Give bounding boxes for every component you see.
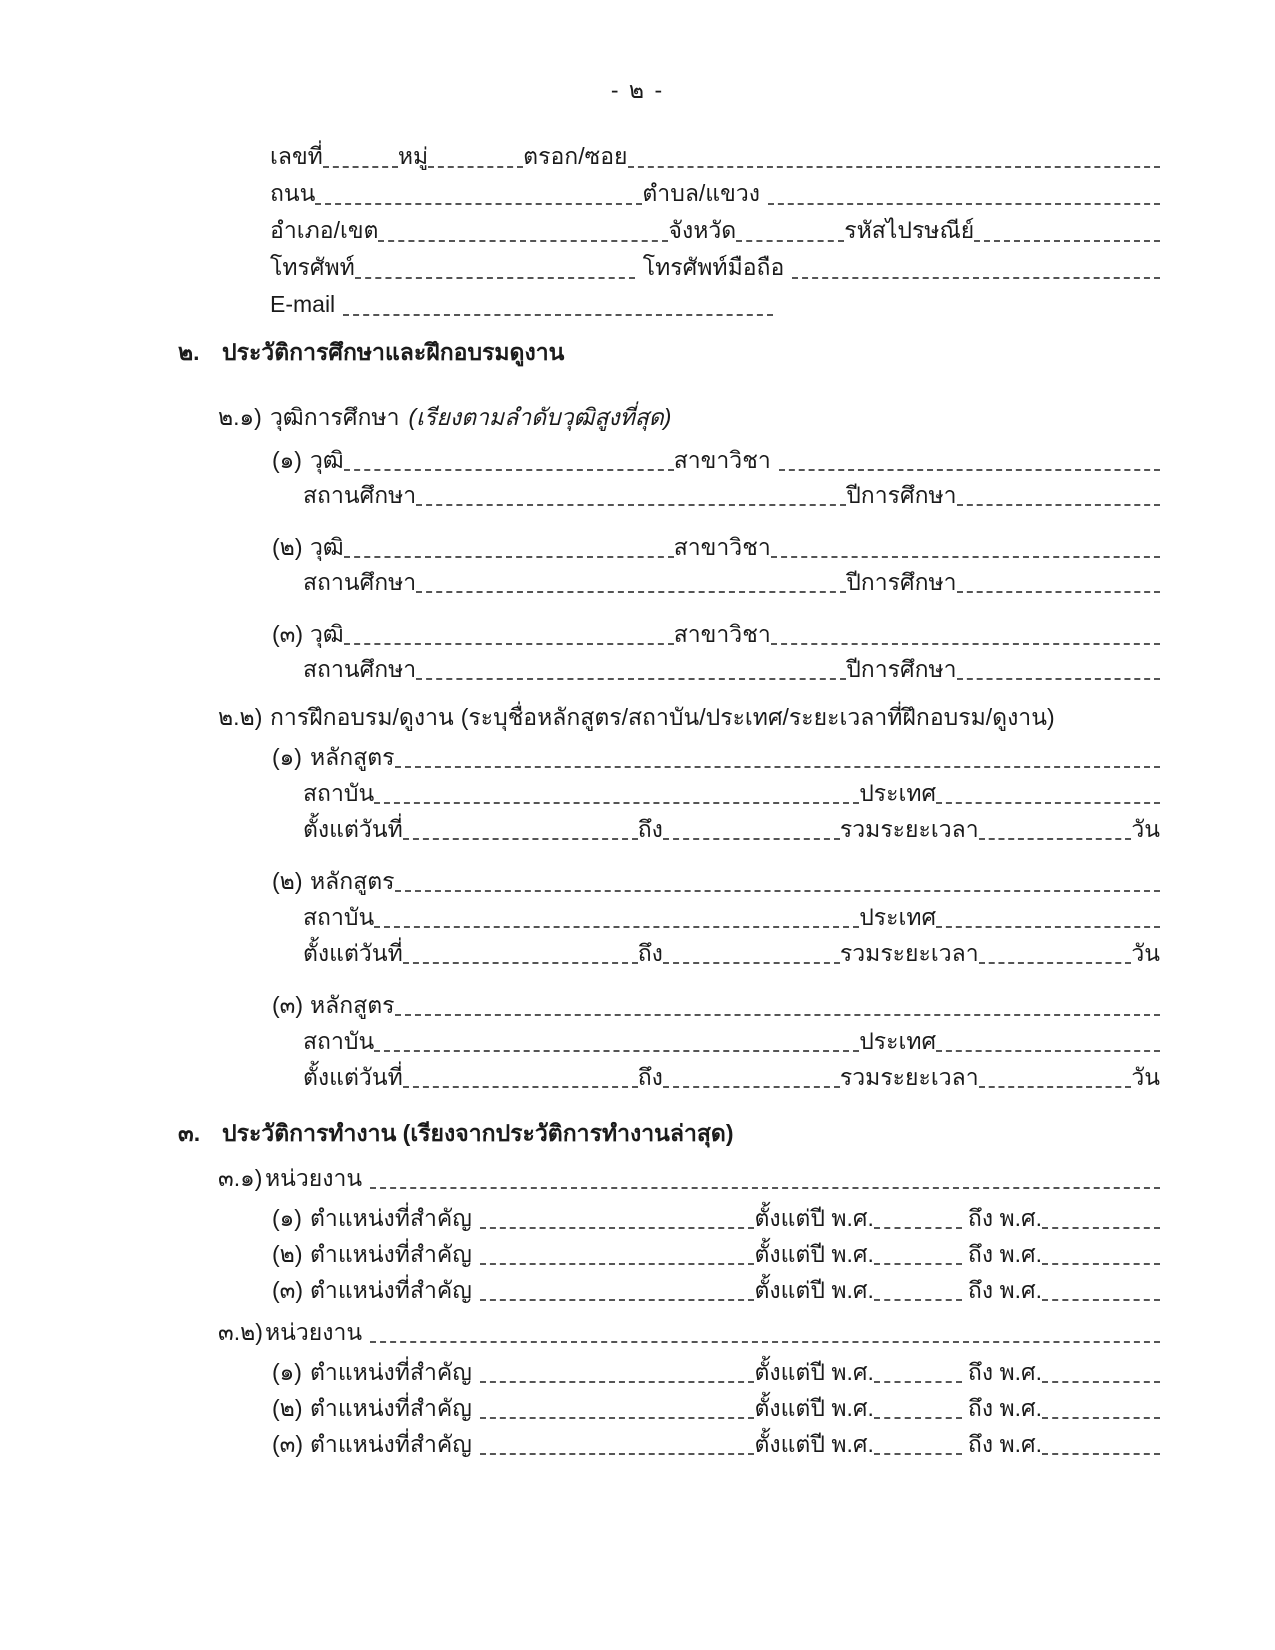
position-label: ตำแหน่งที่สำคัญ	[310, 1359, 472, 1385]
course-row	[272, 987, 1160, 1023]
moo-label: หมู่	[397, 143, 429, 169]
academic-year-label: ปีการศึกษา	[846, 482, 957, 508]
degree-label: วุฒิ	[310, 447, 344, 473]
from-year-label: ตั้งแต่ปี พ.ศ.	[754, 1395, 874, 1421]
house-no-label: เลขที่	[270, 143, 323, 169]
house-no-field[interactable]	[323, 166, 398, 168]
postal-code-field[interactable]	[974, 240, 1160, 242]
address-line-2	[270, 175, 1160, 212]
section-work-number: ๓.	[178, 1120, 201, 1146]
institute-field[interactable]	[374, 802, 859, 804]
training-entries	[272, 739, 1160, 1095]
course-field[interactable]	[395, 766, 1160, 768]
entry-ordinal: (๒)	[272, 868, 303, 894]
school-row	[272, 565, 1160, 600]
from-year-field[interactable]	[874, 1263, 962, 1265]
to-year-field[interactable]	[1042, 1417, 1160, 1419]
moo-field[interactable]	[428, 166, 523, 168]
position-field[interactable]	[480, 1299, 755, 1301]
spacer	[472, 1354, 480, 1390]
subsection-training-number: ๒.๒)	[218, 704, 263, 730]
degree-row	[272, 617, 1160, 652]
spacer	[472, 1272, 480, 1308]
institute-label: สถาบัน	[303, 780, 375, 806]
degree-row	[272, 443, 1160, 478]
position-row	[218, 1354, 1160, 1390]
position-field[interactable]	[480, 1381, 755, 1383]
institute-label: สถาบัน	[303, 1028, 375, 1054]
institute-field[interactable]	[374, 1050, 859, 1052]
from-date-label: ตั้งแต่วันที่	[303, 940, 403, 966]
country-field[interactable]	[936, 802, 1160, 804]
to-year-label: ถึง พ.ศ.	[967, 1205, 1042, 1231]
soi-label: ตรอก/ซอย	[523, 143, 628, 169]
road-label: ถนน	[270, 180, 316, 206]
spacer	[362, 1160, 370, 1196]
section-education-title: ประวัติการศึกษาและฝึกอบรมดูงาน	[222, 339, 565, 365]
degree-field[interactable]	[344, 556, 674, 558]
to-year-label: ถึง พ.ศ.	[967, 1241, 1042, 1267]
school-row	[272, 652, 1160, 687]
address-line-5	[270, 286, 1160, 323]
major-label: สาขาวิชา	[673, 534, 771, 560]
phone-field[interactable]	[355, 277, 635, 279]
institute-row	[272, 899, 1160, 935]
from-date-field[interactable]	[403, 838, 638, 840]
academic-year-label: ปีการศึกษา	[846, 569, 957, 595]
training-entry	[272, 739, 1160, 847]
total-duration-label: รวมระยะเวลา	[839, 816, 979, 842]
address-line-3	[270, 212, 1160, 249]
to-label: ถึง	[637, 1064, 663, 1090]
major-field[interactable]	[771, 643, 1160, 645]
duration-row	[272, 1059, 1160, 1095]
from-year-label: ตั้งแต่ปี พ.ศ.	[754, 1277, 874, 1303]
organization-field[interactable]	[370, 1341, 1160, 1343]
training-entry	[272, 987, 1160, 1095]
address-line-4	[270, 249, 1160, 286]
school-label: สถานศึกษา	[303, 656, 417, 682]
duration-row	[272, 935, 1160, 971]
duration-row	[272, 811, 1160, 847]
position-row	[218, 1390, 1160, 1426]
education-entry	[272, 617, 1160, 687]
to-year-field[interactable]	[1042, 1227, 1160, 1229]
country-field[interactable]	[936, 1050, 1160, 1052]
country-field[interactable]	[936, 926, 1160, 928]
course-label: หลักสูตร	[310, 744, 395, 770]
work-history	[218, 1160, 1160, 1462]
to-year-field[interactable]	[1042, 1453, 1160, 1455]
section-work-heading	[0, 1117, 1275, 1149]
to-date-field[interactable]	[663, 838, 840, 840]
to-label: ถึง	[637, 816, 663, 842]
school-field[interactable]	[416, 678, 846, 680]
training-entry	[272, 863, 1160, 971]
total-duration-field[interactable]	[979, 838, 1132, 840]
country-label: ประเทศ	[859, 904, 937, 930]
position-label: ตำแหน่งที่สำคัญ	[310, 1205, 472, 1231]
from-year-field[interactable]	[874, 1299, 962, 1301]
work-group-number: ๓.๑)	[218, 1165, 263, 1191]
institute-row	[272, 1023, 1160, 1059]
phone-label: โทรศัพท์	[270, 254, 355, 280]
spacer	[472, 1200, 480, 1236]
from-year-label: ตั้งแต่ปี พ.ศ.	[754, 1241, 874, 1267]
position-field[interactable]	[480, 1227, 755, 1229]
to-year-label: ถึง พ.ศ.	[967, 1277, 1042, 1303]
degree-row	[272, 530, 1160, 565]
to-year-field[interactable]	[1042, 1299, 1160, 1301]
spacer	[362, 1314, 370, 1350]
from-year-label: ตั้งแต่ปี พ.ศ.	[754, 1205, 874, 1231]
to-year-label: ถึง พ.ศ.	[967, 1359, 1042, 1385]
course-label: หลักสูตร	[310, 992, 395, 1018]
course-field[interactable]	[395, 890, 1160, 892]
work-group-2-organization-row	[218, 1314, 1160, 1350]
degree-label: วุฒิ	[310, 534, 344, 560]
entry-ordinal: (๒)	[272, 1241, 303, 1267]
total-duration-field[interactable]	[979, 1086, 1132, 1088]
total-duration-field[interactable]	[979, 962, 1132, 964]
education-entry	[272, 443, 1160, 513]
entry-ordinal: (๑)	[272, 447, 302, 473]
subsection-training-title: การฝึกอบรม/ดูงาน	[270, 704, 454, 730]
position-row	[218, 1200, 1160, 1236]
academic-year-field[interactable]	[957, 591, 1160, 593]
spacer	[635, 249, 643, 286]
entry-ordinal: (๓)	[272, 1431, 304, 1457]
days-unit-label: วัน	[1131, 816, 1160, 842]
days-unit-label: วัน	[1131, 1064, 1160, 1090]
position-label: ตำแหน่งที่สำคัญ	[310, 1241, 472, 1267]
organization-label: หน่วยงาน	[265, 1319, 363, 1345]
entry-ordinal: (๑)	[272, 1205, 302, 1231]
position-row	[218, 1272, 1160, 1308]
district-field[interactable]	[378, 240, 668, 242]
major-field[interactable]	[771, 556, 1160, 558]
organization-label: หน่วยงาน	[265, 1165, 363, 1191]
mobile-field[interactable]	[792, 277, 1160, 279]
section-education-heading	[0, 336, 1275, 368]
work-group-1-organization-row	[218, 1160, 1160, 1196]
country-label: ประเทศ	[859, 1028, 937, 1054]
entry-ordinal: (๒)	[272, 534, 303, 560]
subdistrict-label: ตำบล/แขวง	[642, 180, 761, 206]
email-label: E-mail	[270, 291, 336, 317]
degree-field[interactable]	[344, 643, 674, 645]
position-label: ตำแหน่งที่สำคัญ	[310, 1395, 472, 1421]
to-label: ถึง	[637, 940, 663, 966]
from-year-field[interactable]	[874, 1381, 962, 1383]
education-entry	[272, 530, 1160, 600]
academic-year-label: ปีการศึกษา	[846, 656, 957, 682]
entry-ordinal: (๑)	[272, 1359, 302, 1385]
subsection-qualification-number: ๒.๑)	[218, 404, 262, 430]
spacer	[760, 175, 768, 212]
to-date-field[interactable]	[663, 962, 840, 964]
address-block	[270, 138, 1160, 323]
major-label: สาขาวิชา	[673, 621, 771, 647]
mobile-label: โทรศัพท์มือถือ	[642, 254, 785, 280]
position-field[interactable]	[480, 1263, 755, 1265]
school-label: สถานศึกษา	[303, 569, 417, 595]
spacer	[335, 286, 343, 323]
spacer	[472, 1390, 480, 1426]
school-row	[272, 478, 1160, 513]
major-label: สาขาวิชา	[673, 447, 771, 473]
subsection-training-heading	[0, 701, 1160, 733]
position-field[interactable]	[480, 1417, 755, 1419]
major-field[interactable]	[779, 469, 1160, 471]
from-year-field[interactable]	[874, 1453, 962, 1455]
academic-year-field[interactable]	[957, 678, 1160, 680]
from-date-label: ตั้งแต่วันที่	[303, 816, 403, 842]
from-date-field[interactable]	[403, 962, 638, 964]
email-field[interactable]	[343, 314, 773, 316]
page-number: - ๒ -	[610, 77, 665, 103]
subsection-qualification-heading	[0, 401, 1160, 433]
subdistrict-field[interactable]	[768, 203, 1160, 205]
total-duration-label: รวมระยะเวลา	[839, 940, 979, 966]
entry-ordinal: (๓)	[272, 992, 304, 1018]
school-field[interactable]	[416, 591, 846, 593]
course-field[interactable]	[395, 1014, 1160, 1016]
school-field[interactable]	[416, 504, 846, 506]
spacer	[472, 1426, 480, 1462]
address-line-1	[270, 138, 1160, 175]
from-date-field[interactable]	[403, 1086, 638, 1088]
position-label: ตำแหน่งที่สำคัญ	[310, 1431, 472, 1457]
subsection-qualification-title: วุฒิการศึกษา	[270, 404, 400, 430]
position-row	[218, 1426, 1160, 1462]
course-label: หลักสูตร	[310, 868, 395, 894]
academic-year-field[interactable]	[957, 504, 1160, 506]
from-year-label: ตั้งแต่ปี พ.ศ.	[754, 1359, 874, 1385]
institute-row	[272, 775, 1160, 811]
spacer	[472, 1236, 480, 1272]
institute-label: สถาบัน	[303, 904, 375, 930]
education-entries	[272, 443, 1160, 687]
course-row	[272, 863, 1160, 899]
subsection-training-note: (ระบุชื่อหลักสูตร/สถาบัน/ประเทศ/ระยะเวลาที่ฝึกอบรม/ดูงาน)	[460, 704, 1055, 730]
subsection-qualification-note: (เรียงตามลำดับวุฒิสูงที่สุด)	[408, 404, 672, 430]
to-date-field[interactable]	[663, 1086, 840, 1088]
position-row	[218, 1236, 1160, 1272]
position-field[interactable]	[480, 1453, 755, 1455]
entry-ordinal: (๓)	[272, 1277, 304, 1303]
to-year-label: ถึง พ.ศ.	[967, 1395, 1042, 1421]
organization-field[interactable]	[370, 1187, 1160, 1189]
spacer	[771, 443, 779, 478]
days-unit-label: วัน	[1131, 940, 1160, 966]
soi-field[interactable]	[628, 166, 1161, 168]
district-label: อำเภอ/เขต	[270, 217, 379, 243]
to-year-field[interactable]	[1042, 1263, 1160, 1265]
degree-field[interactable]	[344, 469, 674, 471]
from-date-label: ตั้งแต่วันที่	[303, 1064, 403, 1090]
entry-ordinal: (๒)	[272, 1395, 303, 1421]
to-year-label: ถึง พ.ศ.	[967, 1431, 1042, 1457]
school-label: สถานศึกษา	[303, 482, 417, 508]
section-work-title: ประวัติการทำงาน (เรียงจากประวัติการทำงานล่าสุด)	[222, 1120, 734, 1146]
province-field[interactable]	[736, 240, 844, 242]
from-year-field[interactable]	[874, 1227, 962, 1229]
position-label: ตำแหน่งที่สำคัญ	[310, 1277, 472, 1303]
section-education-number: ๒.	[178, 339, 200, 365]
road-field[interactable]	[315, 203, 642, 205]
to-year-field[interactable]	[1042, 1381, 1160, 1383]
course-row	[272, 739, 1160, 775]
total-duration-label: รวมระยะเวลา	[839, 1064, 979, 1090]
entry-ordinal: (๑)	[272, 744, 302, 770]
country-label: ประเทศ	[859, 780, 937, 806]
institute-field[interactable]	[374, 926, 859, 928]
province-label: จังหวัด	[668, 217, 737, 243]
entry-ordinal: (๓)	[272, 621, 304, 647]
spacer	[784, 249, 792, 286]
postal-code-label: รหัสไปรษณีย์	[844, 217, 975, 243]
from-year-label: ตั้งแต่ปี พ.ศ.	[754, 1431, 874, 1457]
from-year-field[interactable]	[874, 1417, 962, 1419]
work-group-number: ๓.๒)	[218, 1319, 263, 1345]
degree-label: วุฒิ	[310, 621, 344, 647]
